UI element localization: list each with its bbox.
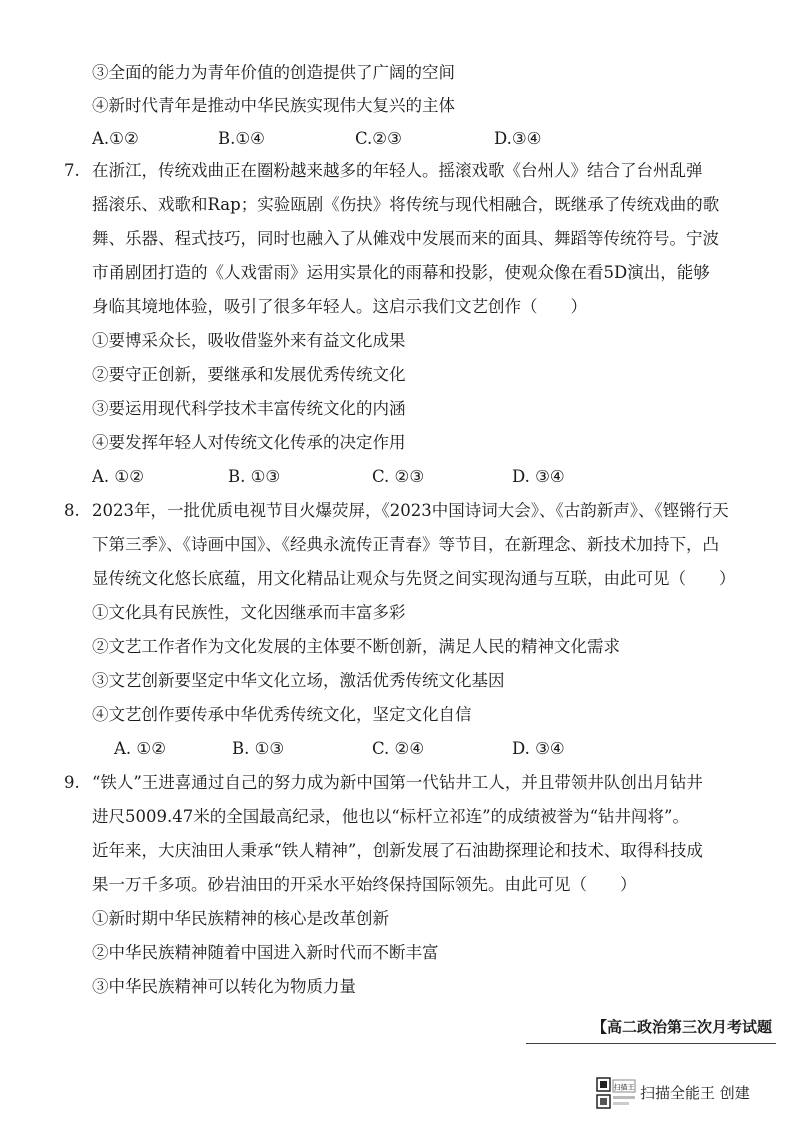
- q9-statement-3: ③中华民族精神可以转化为物质力量: [92, 977, 356, 996]
- q7-option-d: D. ③④: [512, 467, 565, 486]
- q7-stem-line: 身临其境地体验，吸引了很多年轻人。这启示我们文艺创作（ ）: [92, 297, 587, 316]
- q7-stem-line: 舞、乐器、程式技巧，同时也融入了从傩戏中发展而来的面具、舞蹈等传统符号。宁波: [92, 229, 719, 248]
- exam-footer-title: 【高二政治第三次月考试题: [591, 1018, 772, 1036]
- q7-stem-line: 市甬剧团打造的《人戏雷雨》运用实景化的雨幕和投影，使观众像在看5D演出，能够: [92, 263, 710, 282]
- scanner-badge-text: 扫描王: [613, 1083, 635, 1092]
- q7-option-b: B. ①③: [228, 467, 281, 486]
- q9-stem-line: 果一万千多项。砂岩油田的开采水平始终保持国际领先。由此可见（ ）: [92, 875, 637, 894]
- scanner-logo-icon: [596, 1076, 636, 1110]
- q7-option-c: C. ②③: [372, 467, 425, 486]
- q8-stem-line: 下第三季》、《诗画中国》、《经典永流传正青春》等节目，在新理念、新技术加持下，凸: [92, 535, 719, 554]
- q8-statement-4: ④文艺创作要传承中华优秀传统文化，坚定文化自信: [92, 705, 472, 724]
- q7-stem-line: 在浙江，传统戏曲正在圈粉越来越多的年轻人。摇滚戏歌《台州人》结合了台州乱弹: [92, 161, 703, 180]
- q9-statement-2: ②中华民族精神随着中国进入新时代而不断丰富: [92, 943, 439, 962]
- q8-stem-line: 2023年，一批优质电视节目火爆荧屏，《2023中国诗词大会》、《古韵新声》、《铿锵行天: [92, 501, 729, 520]
- q8-option-c: C. ②④: [372, 739, 425, 758]
- footer-divider: [526, 1043, 776, 1044]
- q8-option-b: B. ①③: [232, 739, 285, 758]
- q9-stem-line: 近年来，大庆油田人秉承“铁人精神”，创新发展了石油勘探理论和技术、取得科技成: [92, 841, 703, 860]
- q8-statement-3: ③文艺创新要坚定中华文化立场，激活优秀传统文化基因: [92, 671, 505, 690]
- q6-statement-3: ③全面的能力为青年价值的创造提供了广阔的空间: [92, 63, 455, 82]
- q6-statement-4: ④新时代青年是推动中华民族实现伟大复兴的主体: [92, 96, 455, 115]
- q8-statement-1: ①文化具有民族性，文化因继承而丰富多彩: [92, 603, 406, 622]
- q7-statement-1: ①要博采众长，吸收借鉴外来有益文化成果: [92, 331, 406, 350]
- q7-stem-line: 摇滚乐、戏歌和Rap；实验瓯剧《伤抉》将传统与现代相融合，既继承了传统戏曲的歌: [92, 195, 720, 214]
- scanner-watermark-text: 扫描全能王 创建: [640, 1084, 750, 1102]
- q9-number: 9.: [64, 773, 80, 792]
- q7-statement-4: ④要发挥年轻人对传统文化传承的决定作用: [92, 433, 406, 452]
- q9-stem-line: “铁人”王进喜通过自己的努力成为新中国第一代钻井工人，并且带领井队创出月钻井: [92, 773, 703, 792]
- q9-statement-1: ①新时期中华民族精神的核心是改革创新: [92, 909, 389, 928]
- q6-option-c: C.②③: [355, 129, 402, 148]
- q7-number: 7.: [64, 161, 80, 180]
- q8-statement-2: ②文艺工作者作为文化发展的主体要不断创新，满足人民的精神文化需求: [92, 637, 620, 656]
- q6-option-a: A.①②: [92, 129, 139, 148]
- q8-number: 8.: [64, 501, 80, 520]
- q9-stem-line: 进尺5009.47米的全国最高纪录，他也以“标杆立祁连”的成绩被誉为“钻井闯将”。: [92, 807, 689, 826]
- q6-option-b: B.①④: [218, 129, 265, 148]
- q8-option-d: D. ③④: [512, 739, 565, 758]
- q7-statement-2: ②要守正创新，要继承和发展优秀传统文化: [92, 365, 406, 384]
- q8-stem-line: 显传统文化悠长底蕴，用文化精品让观众与先贤之间实现沟通与互联，由此可见（ ）: [92, 569, 736, 588]
- q6-option-d: D.③④: [494, 129, 542, 148]
- q8-option-a: A. ①②: [114, 739, 166, 758]
- q7-statement-3: ③要运用现代科学技术丰富传统文化的内涵: [92, 399, 406, 418]
- q7-option-a: A. ①②: [92, 467, 144, 486]
